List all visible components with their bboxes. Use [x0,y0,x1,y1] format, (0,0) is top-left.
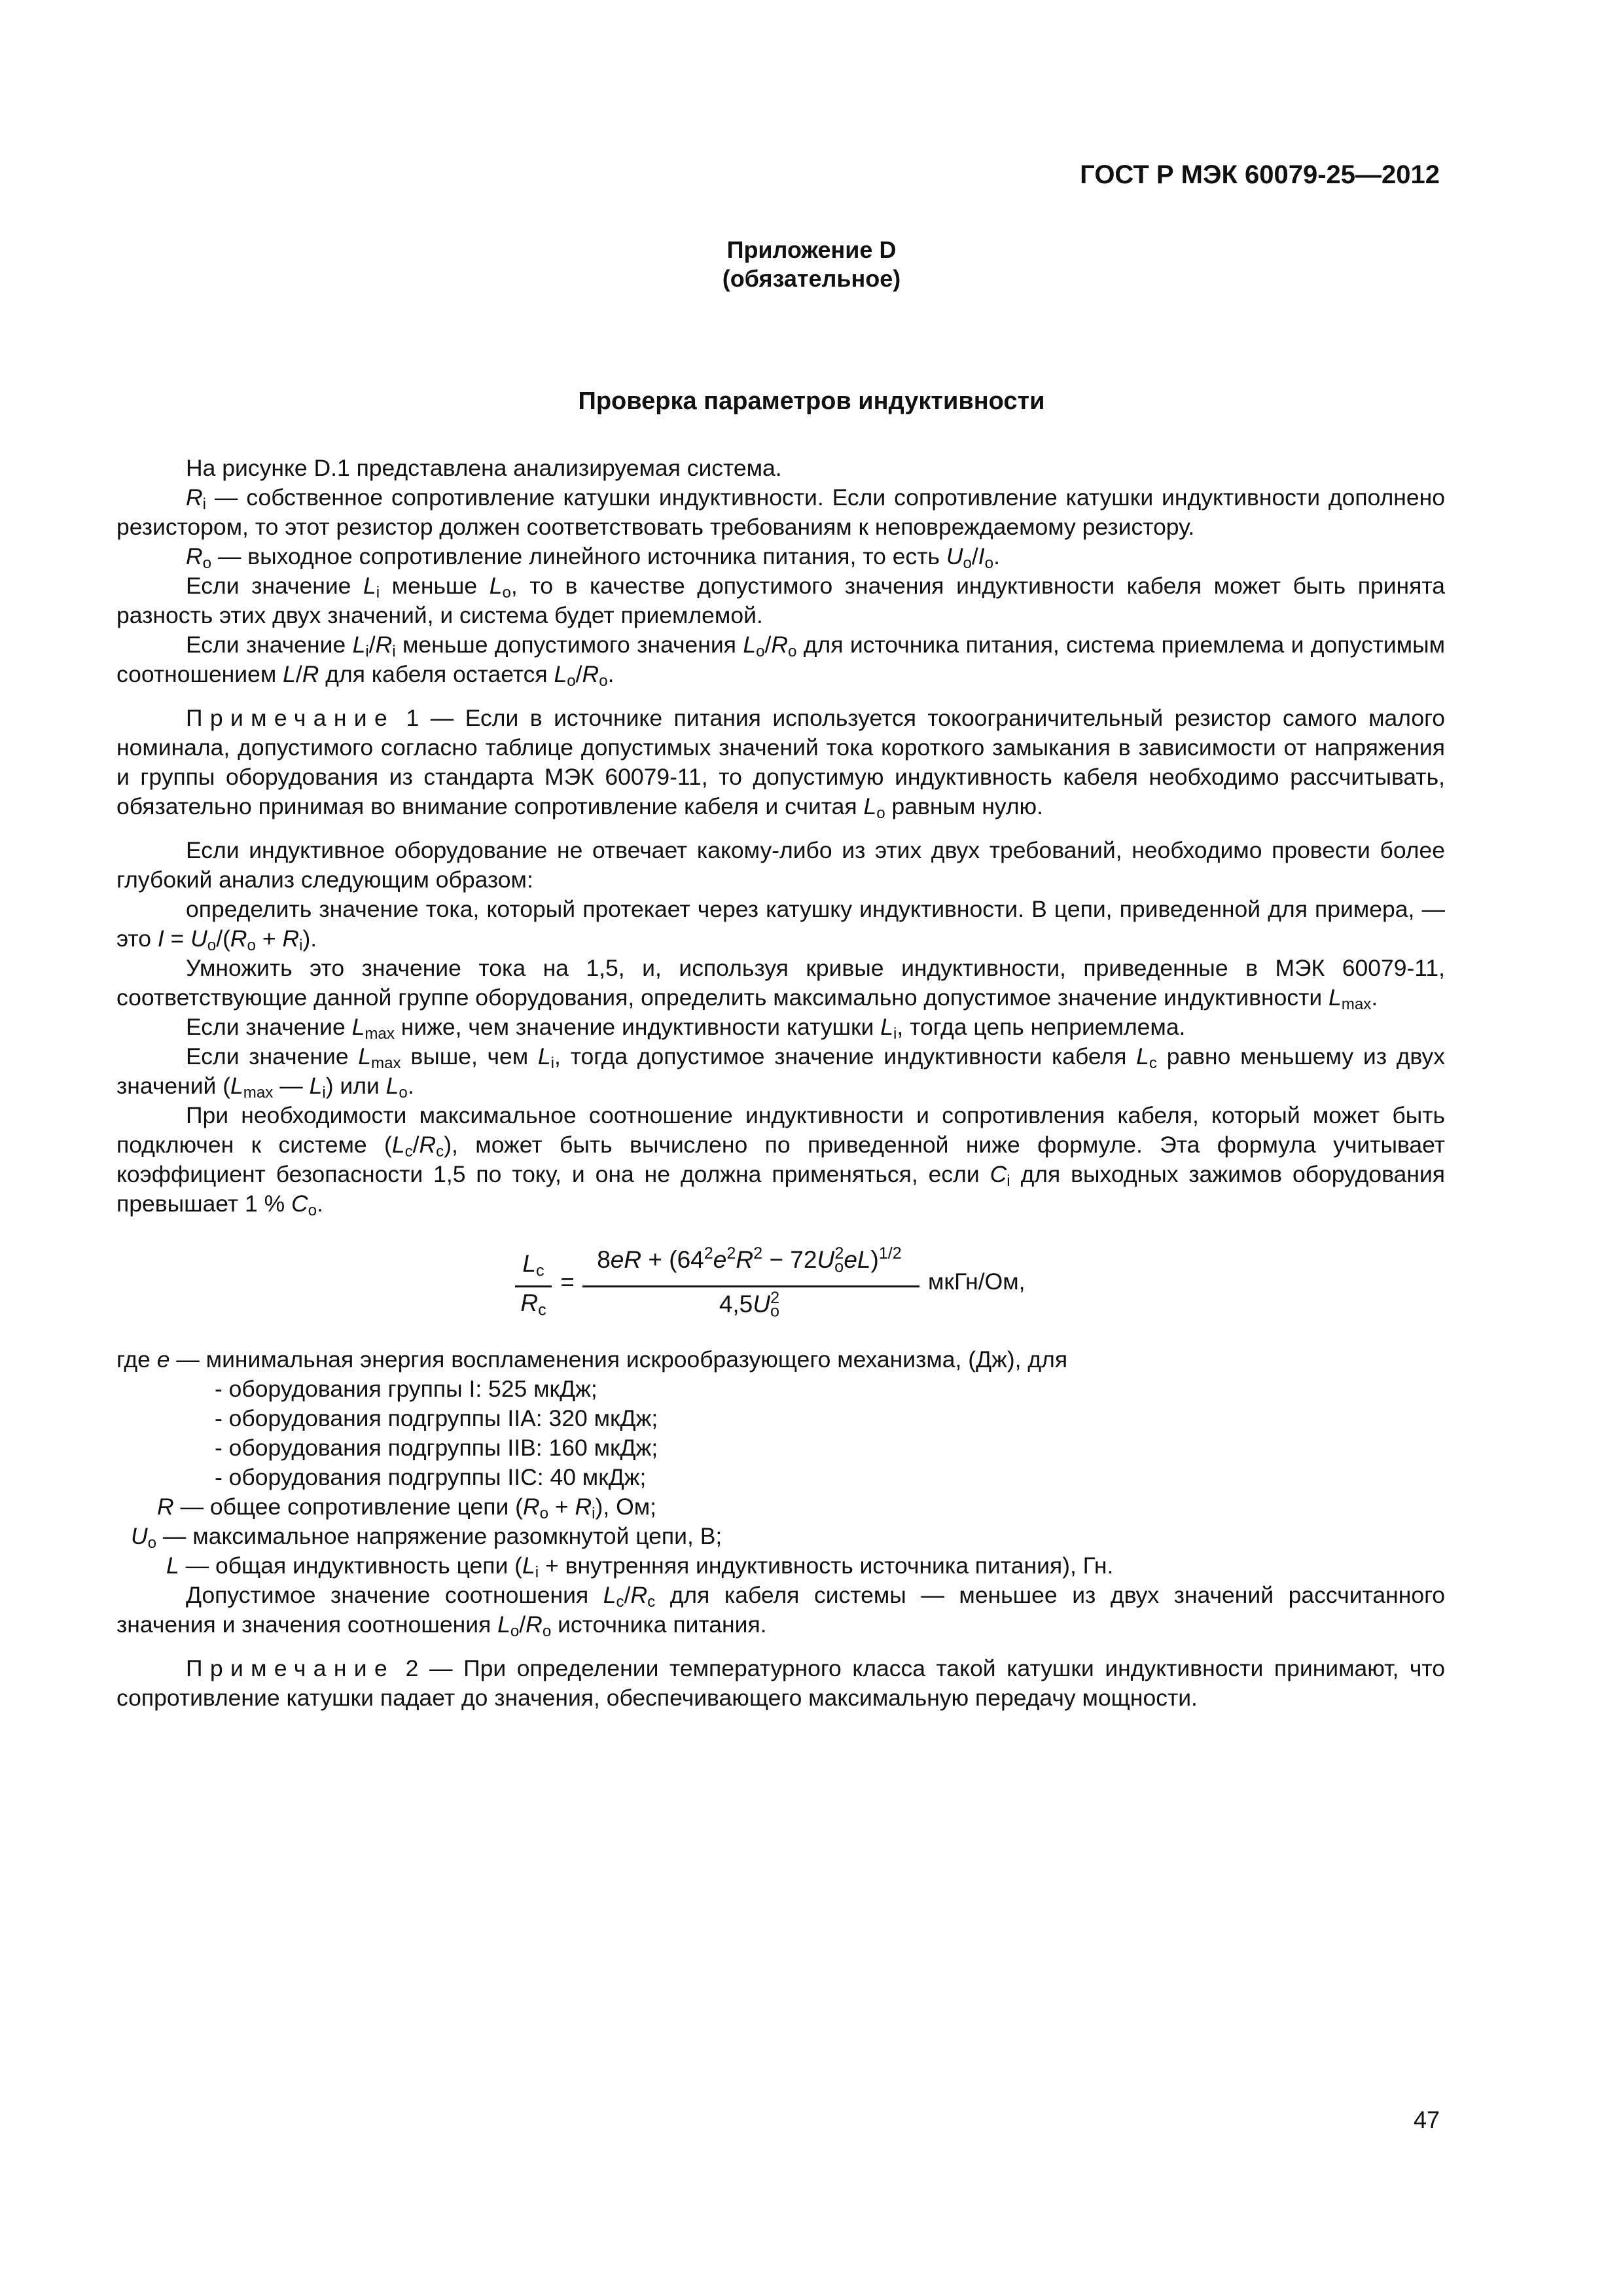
paragraph-formula-intro: При необходимости максимальное соотношение индуктивности и сопротивления кабеля, который может быть подключен к системе $(L_c/R_c)$, может быть вычислено по приведенной ниже формуле. Эта формула учитывает коэффициент безопасности 1,5 по току, и она не должна применяться, если $C_i$ для выходных зажимов оборудования превышает 1 % $C_o$. [116,1102,1446,1220]
formula-numerator: $8eR + (64^2e^2R^2 - 72U_o^2eL)^{1/2}$ [597,1244,902,1276]
definition-u: $U_o$ — максимальное напряжение разомкнутой цепи, В; [131,1523,722,1552]
main-text [116,454,1445,1219]
definition-e: где e — минимальная энергия воспламенения искрообразующего механизма, (Дж), для [116,1346,1068,1372]
paragraph-closing: Допустимое значение соотношения $L_c/R_c$ для кабеля системы — меньшее из двух значений рассчитанного значения и значения соотношения $L_o/R_o$ источника питания. [116,1582,1445,1641]
note-2: Примечание 2 — При определении температурного класса такой катушки индуктивности принимают, что сопротивление катушки падает до значения, обеспечивающего максимальную передачу мощности. [116,1655,1445,1711]
document-header: ГОСТ Р МЭК 60079-25—2012 [1080,160,1440,189]
note-1: Примечание 1 — Если в источнике питания используется токоограничительный резистор самого малого номинала, допустимого согласно таблице допустимых значений тока короткого замыкания в зависимости от напряжения и группы оборудования из стандарта МЭК 60079-11, то допустимую индуктивность кабеля необходимо рассчитывать, обязательно принимая во внимание сопротивление кабеля и считая $L_o$ равным нулю. [116,705,1445,823]
note-2-label: Примечание [186,1655,395,1681]
definition-l: L — общая индуктивность цепи ($L_i$ + внутренняя индуктивность источника питания), Гн. [166,1552,1114,1582]
paragraph-multiply: Умножить это значение тока на 1,5, и, используя кривые индуктивности, приведенные в МЭК 60079-11, соответствующие данной группе оборудования, определить максимально допустимое значение индуктивности $L_{max}$. [116,955,1445,1014]
annex-label: Приложение D [726,236,897,263]
page-number: 47 [1413,2106,1440,2133]
formula-unit: мкГн/Ом, [928,1268,1026,1295]
definition-r: R — общее сопротивление цепи $(R_o + R_i)$, Ом; [157,1494,656,1523]
closing-text [116,1581,1445,1713]
paragraph-ri: $R_i$ — собственное сопротивление катушки индуктивности. Если сопротивление катушки индуктивности дополнено резистором, то этот резистор должен соответствовать требованиям к неповреждаемому резистору. [116,484,1445,540]
definitions-list [116,1345,1458,1581]
paragraph-li-lo: Если значение $L_i$ меньше $L_o$, то в качестве допустимого значения индуктивности кабеля может быть принята разность этих двух значений, и система будет приемлемой. [116,573,1445,628]
formula-lhs-numerator: $L_c$ [522,1250,544,1280]
definition-bullet: - оборудования подгруппы IIA: 320 мкДж; [215,1405,658,1431]
formula-denominator: $4,5U_o^2$ [719,1289,780,1321]
annex-heading [0,236,1623,293]
paragraph-analysis: Если индуктивное оборудование не отвечает какому-либо из этих двух требований, необходимо провести более глубокий анализ следующим образом: [116,837,1445,893]
annex-status: (обязательное) [722,265,901,292]
paragraph-lmax-high: Если значение $L_{max}$ выше, чем $L_i$, тогда допустимое значение индуктивности кабеля $L_c$ равно меньшему из двух значений ($L_{max}$ — $L_i$) или $L_o$. [116,1043,1446,1102]
paragraph-intro: На рисунке D.1 представлена анализируемая система. [186,455,782,481]
paragraph-ro: $R_o$ — выходное сопротивление линейного источника питания, то есть $U_o/I_o$. [186,543,1000,573]
section-title: Проверка параметров индуктивности [578,387,1045,415]
formula-lhs-denominator: $R_c$ [520,1289,546,1319]
definition-bullet: - оборудования подгруппы IIB: 160 мкДж; [215,1435,658,1461]
inductance-formula: $L_c$ $R_c$ = $8eR + (64^2e^2R^2 - 72U_o^2eL)^{1/2}$ $4,5U_o^2$ мкГн/Ом, [0,1250,1623,1342]
definition-bullet: - оборудования подгруппы IIC: 40 мкДж; [215,1464,647,1490]
note-1-label: Примечание [186,705,395,731]
definition-bullet: - оборудования группы I: 525 мкДж; [215,1376,597,1402]
paragraph-lmax-low: Если значение $L_{max}$ ниже, чем значение индуктивности катушки $L_i$, тогда цепь неприемлема. [186,1014,1186,1043]
paragraph-ratio: Если значение $L_i/R_i$ меньше допустимого значения $L_o/R_o$ для источника питания, система приемлема и допустимым соотношением L/R для кабеля остается $L_o/R_o$. [116,632,1445,691]
paragraph-current: определить значение тока, который протекает через катушку индуктивности. В цепи, приведенной для примера, — это $I = U_o/(R_o + R_i)$. [116,896,1445,955]
